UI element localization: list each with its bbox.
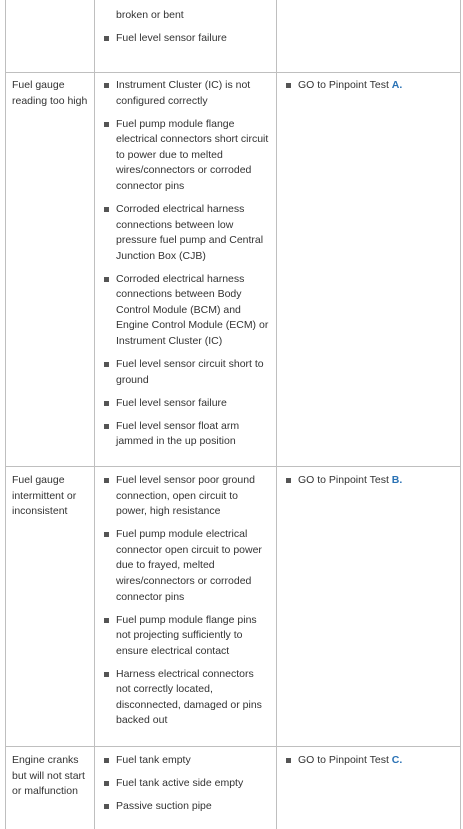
cause-item: Harness electrical connectors not correctly located, disconnected, damaged or pins backed out <box>95 667 276 729</box>
cause-item: Passive suction pipe <box>95 799 276 815</box>
pinpoint-test-link[interactable]: B. <box>391 474 403 486</box>
symptom-cell <box>6 72 95 466</box>
table-row <box>6 72 460 467</box>
cause-item: Fuel pump module flange pins not projecting sufficiently to ensure electrical contact <box>95 613 276 660</box>
cause-item: broken or bent <box>116 9 184 21</box>
bullet-icon <box>104 478 109 483</box>
action-item: GO to Pinpoint Test C. <box>277 753 460 769</box>
cause-item: Fuel pump module flange electrical connectors short circuit to power due to melted wires/connectors or corroded connector pins <box>95 117 276 195</box>
cause-item: Instrument Cluster (IC) is not configured correctly <box>95 78 276 109</box>
table-row <box>6 466 460 747</box>
bullet-icon <box>286 478 291 483</box>
action-cell <box>277 72 460 466</box>
symptom-chart-table <box>5 0 461 829</box>
symptom-text: Engine cranks but will not start or malfunction <box>12 754 85 798</box>
action-list <box>277 78 460 101</box>
cause-item: Fuel level sensor failure <box>95 31 276 47</box>
cause-item: Fuel level sensor poor ground connection, open circuit to power, high resistance <box>95 473 276 520</box>
bullet-icon <box>104 83 109 88</box>
symptom-cell <box>6 466 95 746</box>
cause-list <box>95 473 276 736</box>
bullet-icon <box>104 401 109 406</box>
bullet-icon <box>104 362 109 367</box>
bullet-icon <box>104 207 109 212</box>
table-row <box>6 746 460 829</box>
symptom-cell <box>6 746 95 829</box>
symptom-text: Fuel gauge intermittent or inconsistent <box>12 474 77 518</box>
cause-list <box>95 753 276 822</box>
action-cell <box>277 746 460 829</box>
action-list <box>277 473 460 496</box>
cause-item: Fuel pump module electrical connector open circuit to power due to frayed, melted wires/connectors or corroded connector pins <box>95 527 276 605</box>
possible-causes-cell <box>95 72 277 466</box>
bullet-icon <box>104 618 109 623</box>
pinpoint-test-link[interactable]: A. <box>391 79 403 91</box>
action-item: GO to Pinpoint Test A. <box>277 78 460 94</box>
cause-item: Corroded electrical harness connections between low pressure fuel pump and Central Junction Box (CJB) <box>95 202 276 264</box>
bullet-icon <box>104 277 109 282</box>
bullet-icon <box>104 758 109 763</box>
bullet-icon <box>104 122 109 127</box>
bullet-icon <box>104 672 109 677</box>
symptom-cell <box>6 0 95 72</box>
cause-item: Fuel level sensor failure <box>95 396 276 412</box>
cause-list <box>95 8 276 54</box>
table-row <box>6 0 460 73</box>
bullet-icon <box>104 781 109 786</box>
possible-causes-cell <box>95 746 277 829</box>
possible-causes-cell <box>95 466 277 746</box>
bullet-icon <box>104 424 109 429</box>
bullet-icon <box>104 532 109 537</box>
symptom-text: Fuel gauge reading too high <box>12 79 88 107</box>
cause-item: Corroded electrical harness connections between Body Control Module (BCM) and Engine Control Module (ECM) or Instrument Cluster (IC) <box>95 272 276 350</box>
pinpoint-test-link[interactable]: C. <box>391 754 403 766</box>
cause-item: Fuel level sensor circuit short to ground <box>95 357 276 388</box>
action-cell <box>277 466 460 746</box>
cause-item: Fuel tank empty <box>95 753 276 769</box>
possible-causes-cell <box>95 0 277 72</box>
bullet-icon <box>104 804 109 809</box>
cause-item: Fuel level sensor float arm jammed in the up position <box>95 419 276 450</box>
bullet-icon <box>286 758 291 763</box>
bullet-icon <box>286 83 291 88</box>
action-list <box>277 753 460 776</box>
cause-item: Fuel tank active side empty <box>95 776 276 792</box>
action-cell <box>277 0 460 72</box>
action-item: GO to Pinpoint Test B. <box>277 473 460 489</box>
cause-list <box>95 78 276 457</box>
bullet-icon <box>104 36 109 41</box>
